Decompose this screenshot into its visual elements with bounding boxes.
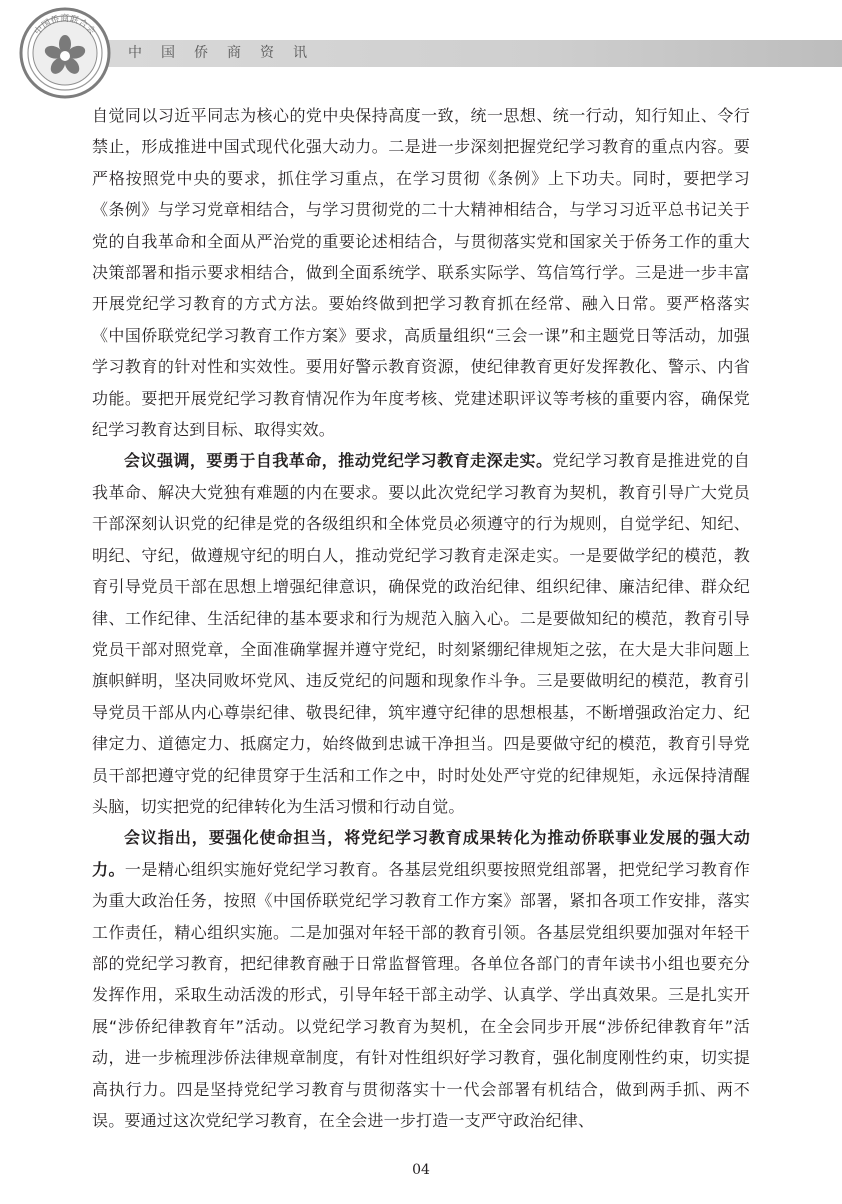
- page-number: 04: [412, 1162, 430, 1178]
- header-title: 中国侨商资讯: [128, 45, 326, 61]
- logo-text: 中国侨商联合会: [32, 14, 98, 38]
- paragraph-2: [92, 445, 750, 822]
- paragraph-1: 自觉同以习近平同志为核心的党中央保持高度一致，统一思想、统一行动，知行知止、令行禁止，形成推进中国式现代化强大动力。二是进一步深刻把握党纪学习教育的重点内容。要严格按照党中央的要求，抓住学习重点，在学习贯彻《条例》上下功夫。同时，要把学习《条例》与学习党章相结合，与学习贯彻党的二十大精神相结合，与学习习近平总书记关于党的自我革命和全面从严治党的重要论述相结合，与贯彻落实党和国家关于侨务工作的重大决策部署和指示要求相结合，做到全面系统学、联系实际学、笃信笃行学。三是进一步丰富开展党纪学习教育的方式方法。要始终做到把学习教育抓在经常、融入日常。要严格落实《中国侨联党纪学习教育工作方案》要求，高质量组织“三会一课”和主题党日等活动，加强学习教育的针对性和实效性。要用好警示教育资源，使纪律教育更好发挥教化、警示、内省功能。要把开展党纪学习教育情况作为年度考核、党建述职评议等考核的重要内容，确保党纪学习教育达到目标、取得实效。: [92, 106, 750, 440]
- org-logo: [18, 6, 112, 100]
- article-body: [92, 100, 750, 1136]
- paragraph-3-lead: 会议指出，要强化使命担当，将党纪学习教育成果转化为推动侨联事业发展的强大动力。: [92, 828, 750, 879]
- paragraph-2-text: 党纪学习教育是推进党的自我革命、解决大党独有难题的内在要求。要以此次党纪学习教育为契机，教育引导广大党员干部深刻认识党的纪律是党的各级组织和全体党员必须遵守的行为规则，自觉学纪、知纪、明纪、守纪，做遵规守纪的明白人，推动党纪学习教育走深走实。一是要做学纪的模范，教育引导党员干部在思想上增强纪律意识，确保党的政治纪律、组织纪律、廉洁纪律、群众纪律、工作纪律、生活纪律的基本要求和行为规范入脑入心。二是要做知纪的模范，教育引导党员干部对照党章，全面准确掌握并遵守党纪，时刻紧绷纪律规矩之弦，在大是大非问题上旗帜鲜明，坚决同败坏党风、违反党纪的问题和现象作斗争。三是要做明纪的模范，教育引导党员干部从内心尊崇纪律、敬畏纪律，筑牢遵守纪律的思想根基，不断增强政治定力、纪律定力、道德定力、抵腐定力，始终做到忠诚干净担当。四是要做守纪的模范，教育引导党员干部把遵守党的纪律贯穿于生活和工作之中，时时处处严守党的纪律规矩，永远保持清醒头脑，切实把党的纪律转化为生活习惯和行动自觉。: [92, 451, 751, 816]
- paragraph-2-lead: 会议强调，要勇于自我革命，推动党纪学习教育走深走实。: [124, 451, 553, 471]
- paragraph-3-text: 一是精心组织实施好党纪学习教育。各基层党组织要按照党组部署，把党纪学习教育作为重大政治任务，按照《中国侨联党纪学习教育工作方案》部署，紧扣各项工作安排，落实工作责任，精心组织实施。二是加强对年轻干部的教育引领。各基层党组织要加强对年轻干部的党纪学习教育，把纪律教育融于日常监督管理。各单位各部门的青年读书小组也要充分发挥作用，采取生动活泼的形式，引导年轻干部主动学、认真学、学出真效果。三是扎实开展“涉侨纪律教育年”活动。以党纪学习教育为契机，在全会同步开展“涉侨纪律教育年”活动，进一步梳理涉侨法律规章制度，有针对性组织好学习教育，强化制度刚性约束，切实提高执行力。四是坚持党纪学习教育与贯彻落实十一代会部署有机结合，做到两手抓、两不误。要通过这次党纪学习教育，在全会进一步打造一支严守政治纪律、: [92, 859, 750, 1130]
- paragraph-3: [92, 822, 750, 1136]
